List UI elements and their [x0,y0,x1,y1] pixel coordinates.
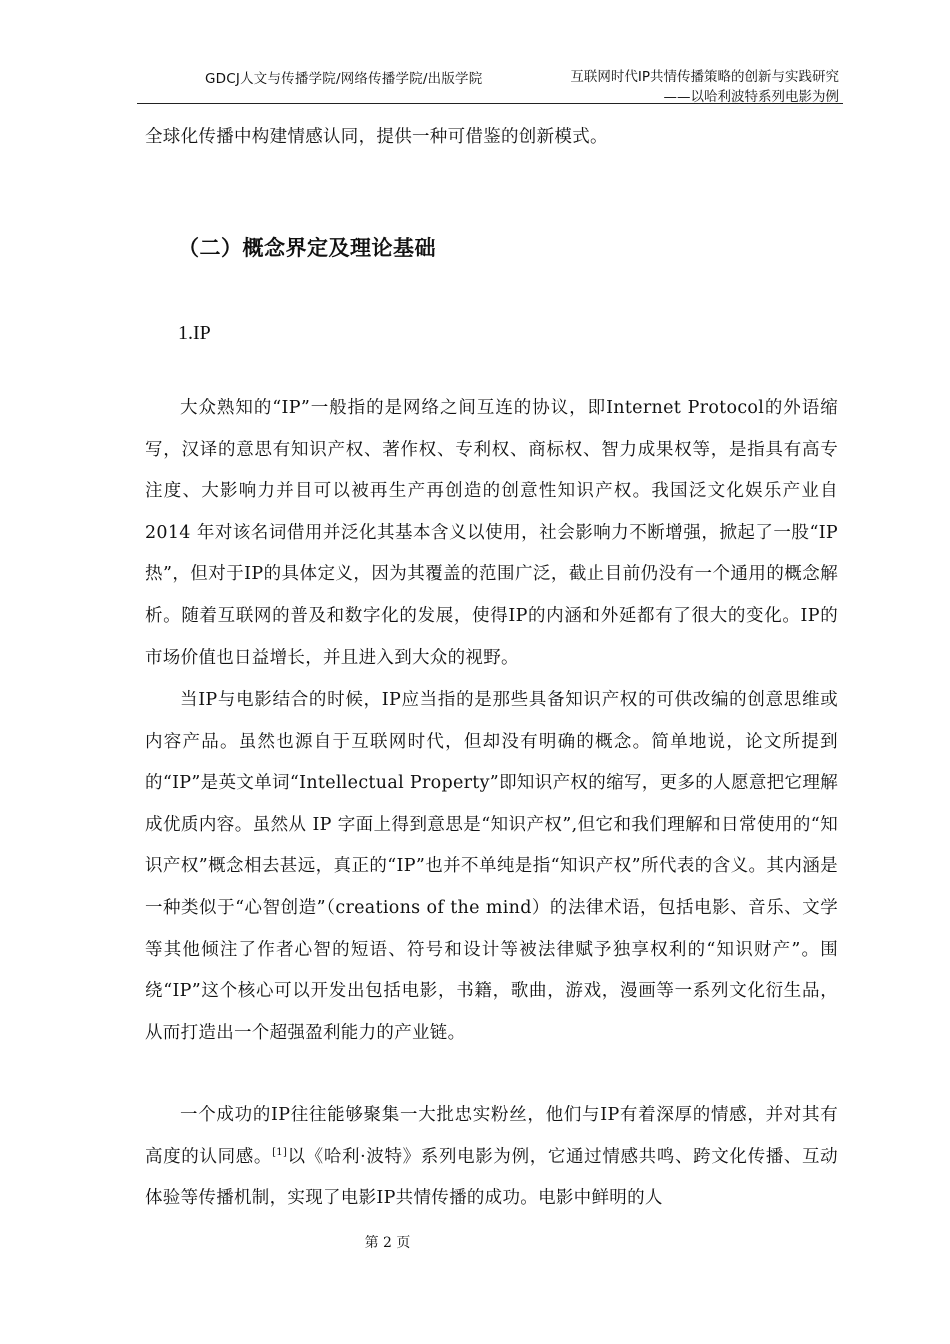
citation-reference: [1] [272,1146,288,1158]
paragraph-ip-film: 当IP与电影结合的时候，IP应当指的是那些具备知识产权的可供改编的创意思维或内容产品。虽然也源自于互联网时代，但却没有明确的概念。简单地说，论文所提到的“IP”是英文单词“Intellectual Property”即知识产权的缩写，更多的人愿意把它理解成优质内容。虽然从 IP 字面上得到意思是“知识产权”,但它和我们理解和日常使用的“知识产权”概念相去甚远，真正的“IP”也并不单纯是指“知识产权”所代表的含义。其内涵是一种类似于“心智创造”（creations of the mind）的法律术语，包括电影、音乐、文学等其他倾注了作者心智的短语、符号和设计等被法律赋予独享权利的“知识财产”。围绕“IP”这个核心可以开发出包括电影，书籍，歌曲，游戏，漫画等一系列文化衍生品，从而打造出一个超强盈利能力的产业链。 [145,690,838,1043]
paragraph-successful-ip [145,1095,838,1220]
header-title-line2: ——以哈利波特系列电影为例 [663,89,839,105]
subsection-heading: 1.IP [178,322,211,344]
section-heading: （二）概念界定及理论基础 [178,236,436,260]
header-title-line1: 互联网时代IP共情传播策略的创新与实践研究 [570,69,839,85]
header-divider [137,103,843,104]
paragraph-continued: 全球化传播中构建情感认同，提供一种可借鉴的创新模式。 [145,127,608,147]
paragraph-text-part2: 以《哈利·波特》系列电影为例，它通过情感共鸣、跨文化传播、互动体验等传播机制，实现了电影IP共情传播的成功。电影中鲜明的人 [145,1146,838,1209]
header-title [570,67,839,107]
page-number: 第 2 页 [364,1235,411,1251]
paragraph-text-part1: 一个成功的IP往往能够聚集一大批忠实粉丝，他们与IP有着深厚的情感，并对其有高度的认同感。 [145,1105,838,1167]
header-institution: GDCJ人文与传播学院/网络传播学院/出版学院 [205,71,483,87]
paragraph-ip-definition: 大众熟知的“IP”一般指的是网络之间互连的协议，即Internet Protocol的外语缩写，汉译的意思有知识产权、著作权、专利权、商标权、智力成果权等，是指具有高专注度、大影响力并目可以被再生产再创造的创意性知识产权。我国泛文化娱乐产业自 2014 年对该名词借用并泛化其基本含义以使用，社会影响力不断增强，掀起了一股“IP热”，但对于IP的具体定义，因为其覆盖的范围广泛，截止目前仍没有一个通用的概念解析。随着互联网的普及和数字化的发展，使得IP的内涵和外延都有了很大的变化。IP的市场价值也日益增长，并且进入到大众的视野。 [145,398,838,668]
